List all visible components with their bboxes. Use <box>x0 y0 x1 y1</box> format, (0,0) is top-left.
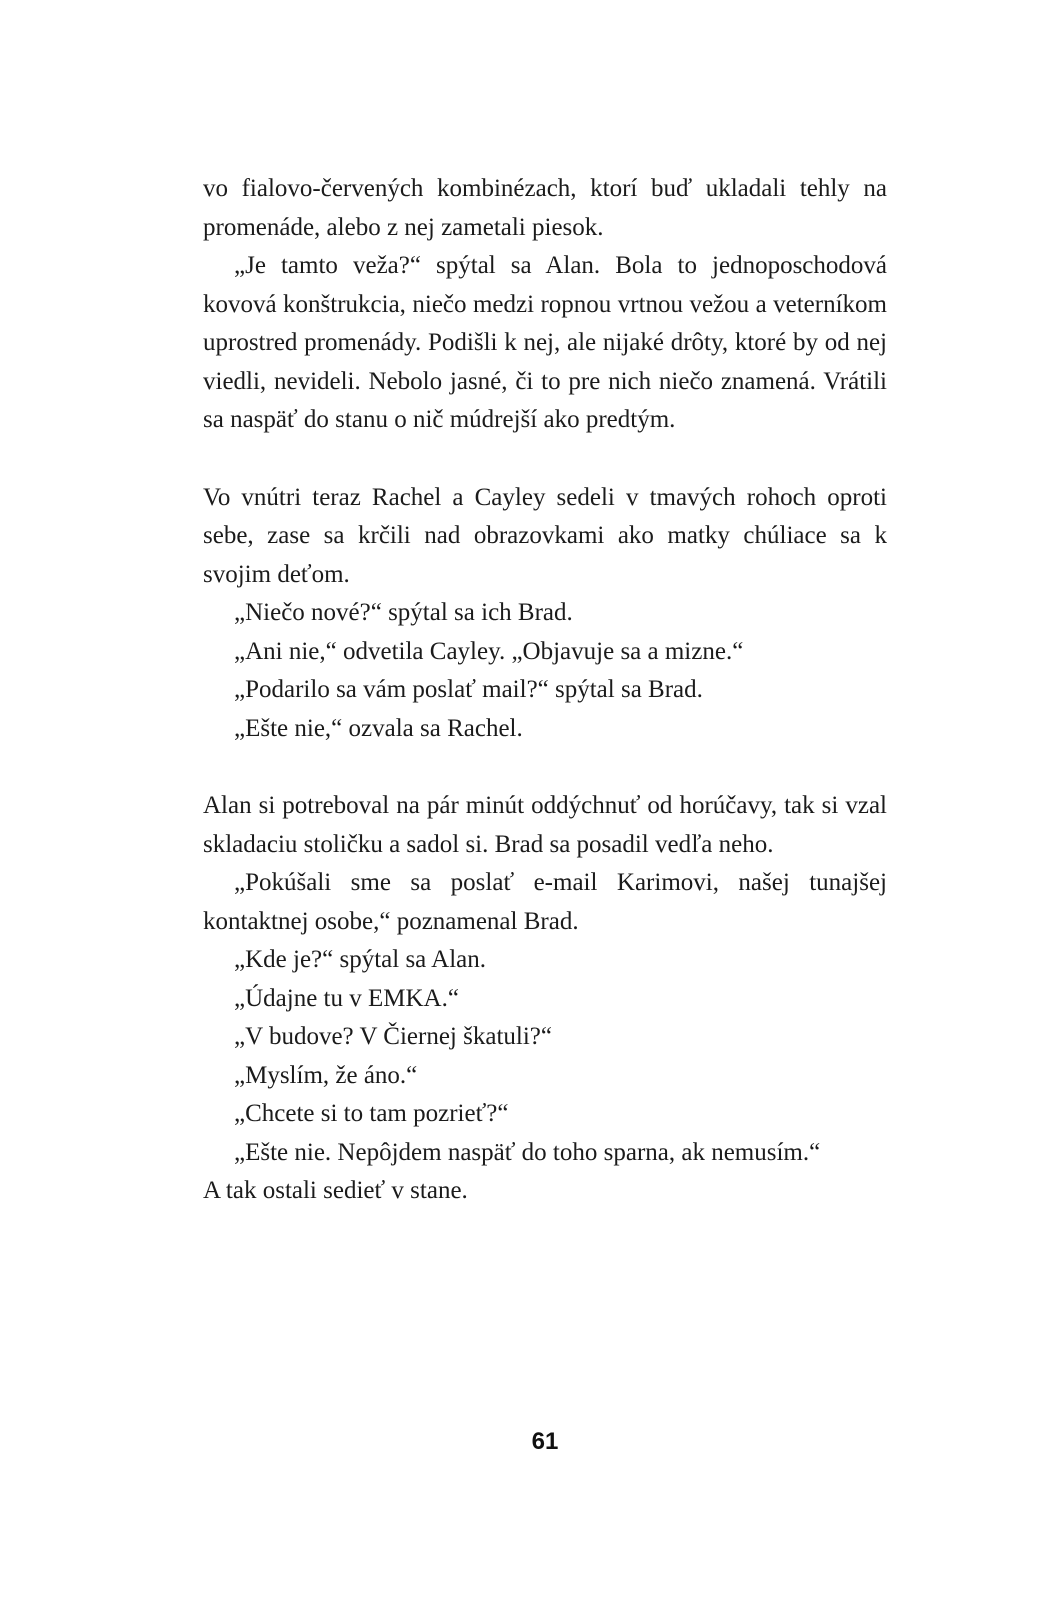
paragraph: „Podarilo sa vám poslať mail?“ spýtal sa Brad. <box>234 676 703 703</box>
paragraph: „Údajne tu v EMKA.“ <box>234 984 459 1012</box>
paragraph: vo fialovo-červených kombinézach, ktorí buď ukladali tehly na promenáde, alebo z nej zametali piesok. <box>203 175 887 241</box>
paragraph: Alan si potreboval na pár minút oddýchnuť od horúčavy, tak si vzal skladaciu stoličku a sadol si. Brad sa posadil vedľa neho. <box>203 792 887 858</box>
paragraph: „Ani nie,“ odvetila Cayley. „Objavuje sa a mizne.“ <box>234 637 744 665</box>
paragraph: „Ešte nie,“ ozvala sa Rachel. <box>234 714 523 742</box>
paragraph: „Myslím, že áno.“ <box>234 1061 418 1089</box>
paragraph: „Chcete si to tam pozrieť?“ <box>234 1100 509 1127</box>
paragraph: „Pokúšali sme sa poslať e-mail Karimovi, našej tunajšej kontaktnej osobe,“ poznamenal Brad. <box>203 869 887 935</box>
paragraph: „Je tamto veža?“ spýtal sa Alan. Bola to jednoposchodová kovová konštrukcia, niečo medzi ropnou vrtnou vežou a veterníkom uprostred promenády. Podišli k nej, ale nijaké drôty, ktoré by od nej viedli, nevideli. Nebolo jasné, či to pre nich niečo znamená. Vrátili sa naspäť do stanu o nič múdrejší ako predtým. <box>203 252 887 433</box>
paragraph: „Kde je?“ spýtal sa Alan. <box>234 946 486 973</box>
page-number: 61 <box>531 1428 559 1455</box>
paragraph: „Niečo nové?“ spýtal sa ich Brad. <box>234 599 573 626</box>
paragraph: A tak ostali sedieť v stane. <box>203 1177 468 1204</box>
paragraph: „Ešte nie. Nepôjdem naspäť do toho sparna, ak nemusím.“ <box>234 1138 821 1166</box>
paragraph: „V budove? V Čiernej škatuli?“ <box>234 1023 552 1050</box>
paragraph: Vo vnútri teraz Rachel a Cayley sedeli v tmavých rohoch oproti sebe, zase sa krčili nad obrazovkami ako matky chúliace sa k svojim deťom. <box>203 483 887 588</box>
page-text <box>203 170 887 1211</box>
